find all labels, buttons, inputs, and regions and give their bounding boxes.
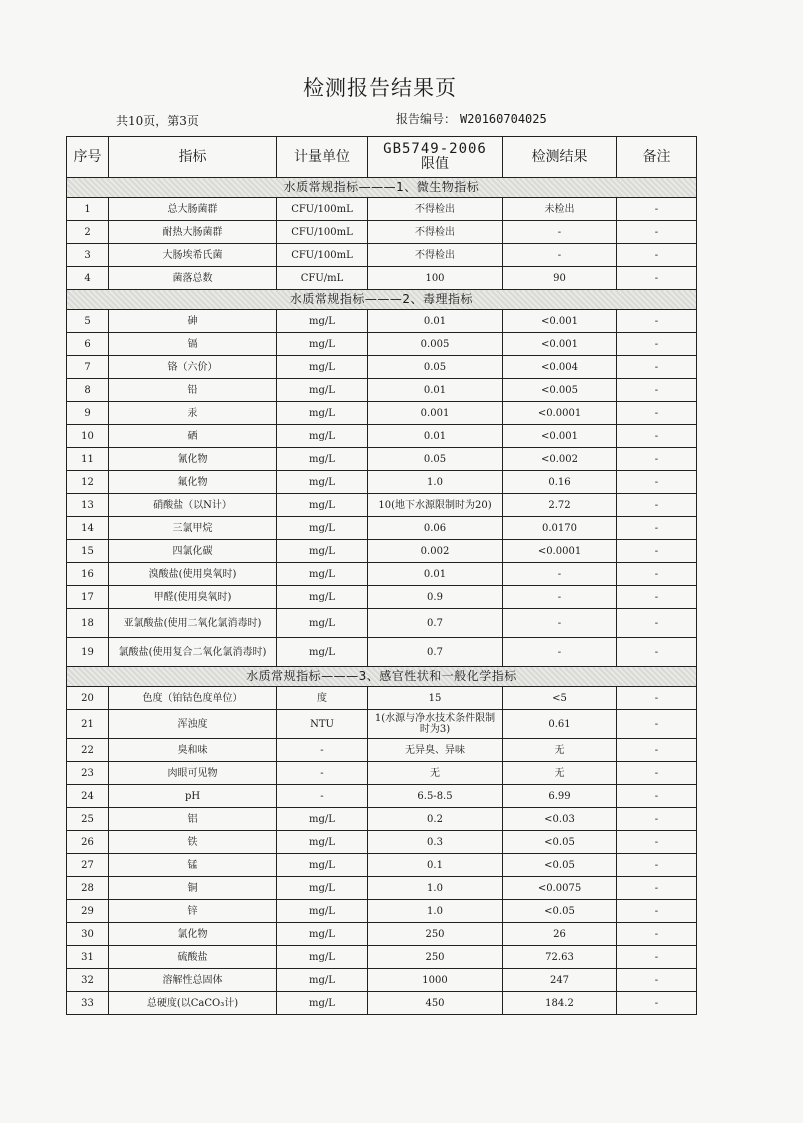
table-row <box>67 946 697 969</box>
cell-seq: 26 <box>67 831 109 854</box>
cell-seq: 7 <box>67 356 109 379</box>
cell-result: 0.61 <box>503 710 617 739</box>
cell-unit: mg/L <box>277 854 368 877</box>
table-row <box>67 448 697 471</box>
cell-remark: - <box>617 333 697 356</box>
cell-seq: 5 <box>67 310 109 333</box>
cell-indicator: 总大肠菌群 <box>109 198 277 221</box>
cell-seq: 14 <box>67 517 109 540</box>
cell-seq: 29 <box>67 900 109 923</box>
cell-unit: mg/L <box>277 969 368 992</box>
cell-limit: 0.01 <box>368 310 503 333</box>
cell-result: <0.001 <box>503 310 617 333</box>
cell-unit: mg/L <box>277 900 368 923</box>
cell-unit: mg/L <box>277 540 368 563</box>
cell-indicator: 氰化物 <box>109 448 277 471</box>
cell-indicator: 铜 <box>109 877 277 900</box>
cell-seq: 19 <box>67 638 109 667</box>
cell-limit: 无 <box>368 762 503 785</box>
cell-seq: 6 <box>67 333 109 356</box>
cell-limit: 不得检出 <box>368 244 503 267</box>
cell-unit: CFU/100mL <box>277 221 368 244</box>
header-limit <box>368 137 503 178</box>
cell-result: 26 <box>503 923 617 946</box>
cell-result: <0.05 <box>503 854 617 877</box>
cell-remark: - <box>617 471 697 494</box>
cell-seq: 30 <box>67 923 109 946</box>
cell-remark: - <box>617 877 697 900</box>
cell-remark: - <box>617 854 697 877</box>
cell-indicator: 铝 <box>109 808 277 831</box>
page-count: 共10页，第3页 <box>116 114 199 128</box>
cell-limit: 0.01 <box>368 379 503 402</box>
cell-remark: - <box>617 540 697 563</box>
cell-result: <0.0001 <box>503 402 617 425</box>
cell-indicator: 硫酸盐 <box>109 946 277 969</box>
cell-remark: - <box>617 710 697 739</box>
cell-result: <0.004 <box>503 356 617 379</box>
cell-seq: 11 <box>67 448 109 471</box>
cell-unit: mg/L <box>277 609 368 638</box>
cell-unit: CFU/100mL <box>277 244 368 267</box>
table-row <box>67 877 697 900</box>
cell-unit: mg/L <box>277 808 368 831</box>
cell-seq: 25 <box>67 808 109 831</box>
header-limit-standard: GB5749-2006 <box>383 141 487 157</box>
cell-unit: 度 <box>277 687 368 710</box>
cell-limit: 不得检出 <box>368 198 503 221</box>
cell-seq: 31 <box>67 946 109 969</box>
cell-limit: 1(水源与净水技术条件限制时为3) <box>368 710 503 739</box>
table-row <box>67 563 697 586</box>
results-table <box>66 136 697 1015</box>
cell-result: <0.005 <box>503 379 617 402</box>
cell-seq: 10 <box>67 425 109 448</box>
cell-remark: - <box>617 992 697 1015</box>
cell-limit: 10(地下水源限制时为20) <box>368 494 503 517</box>
table-row <box>67 221 697 244</box>
cell-seq: 2 <box>67 221 109 244</box>
cell-result: - <box>503 586 617 609</box>
cell-indicator: 亚氯酸盐(使用二氧化氯消毒时) <box>109 609 277 638</box>
cell-result: 0.16 <box>503 471 617 494</box>
cell-result: 0.0170 <box>503 517 617 540</box>
table-row <box>67 710 697 739</box>
cell-seq: 21 <box>67 710 109 739</box>
cell-unit: - <box>277 762 368 785</box>
cell-indicator: 溶解性总固体 <box>109 969 277 992</box>
cell-indicator: 砷 <box>109 310 277 333</box>
cell-seq: 12 <box>67 471 109 494</box>
cell-indicator: 菌落总数 <box>109 267 277 290</box>
cell-indicator: 甲醛(使用臭氧时) <box>109 586 277 609</box>
cell-unit: mg/L <box>277 923 368 946</box>
cell-remark: - <box>617 448 697 471</box>
cell-unit: mg/L <box>277 448 368 471</box>
cell-limit: 无异臭、异味 <box>368 739 503 762</box>
cell-seq: 15 <box>67 540 109 563</box>
cell-seq: 13 <box>67 494 109 517</box>
table-row <box>67 267 697 290</box>
section-header-row <box>67 290 697 310</box>
cell-limit: 0.05 <box>368 356 503 379</box>
cell-indicator: 肉眼可见物 <box>109 762 277 785</box>
header-limit-label: 限值 <box>421 156 449 172</box>
cell-limit: 0.3 <box>368 831 503 854</box>
cell-result: <5 <box>503 687 617 710</box>
cell-result: - <box>503 638 617 667</box>
cell-unit: mg/L <box>277 563 368 586</box>
table-row <box>67 923 697 946</box>
cell-seq: 3 <box>67 244 109 267</box>
cell-result: - <box>503 221 617 244</box>
cell-seq: 4 <box>67 267 109 290</box>
cell-limit: 0.9 <box>368 586 503 609</box>
cell-limit: 250 <box>368 946 503 969</box>
cell-limit: 0.7 <box>368 609 503 638</box>
cell-remark: - <box>617 310 697 333</box>
cell-seq: 33 <box>67 992 109 1015</box>
cell-limit: 250 <box>368 923 503 946</box>
cell-remark: - <box>617 900 697 923</box>
cell-remark: - <box>617 425 697 448</box>
cell-indicator: 浑浊度 <box>109 710 277 739</box>
cell-remark: - <box>617 379 697 402</box>
cell-unit: mg/L <box>277 946 368 969</box>
table-row <box>67 517 697 540</box>
table-header-row <box>67 137 697 178</box>
table-row <box>67 356 697 379</box>
table-row <box>67 687 697 710</box>
cell-limit: 1.0 <box>368 900 503 923</box>
header-result: 检测结果 <box>503 137 617 178</box>
cell-unit: mg/L <box>277 310 368 333</box>
cell-limit: 0.005 <box>368 333 503 356</box>
cell-seq: 9 <box>67 402 109 425</box>
cell-result: <0.0075 <box>503 877 617 900</box>
cell-limit: 15 <box>368 687 503 710</box>
cell-indicator: 铅 <box>109 379 277 402</box>
cell-unit: - <box>277 739 368 762</box>
cell-remark: - <box>617 808 697 831</box>
table-row <box>67 609 697 638</box>
cell-result: <0.002 <box>503 448 617 471</box>
cell-result: <0.001 <box>503 333 617 356</box>
cell-seq: 23 <box>67 762 109 785</box>
table-row <box>67 762 697 785</box>
cell-unit: CFU/mL <box>277 267 368 290</box>
cell-remark: - <box>617 198 697 221</box>
cell-result: - <box>503 563 617 586</box>
cell-indicator: 氯化物 <box>109 923 277 946</box>
cell-limit: 0.01 <box>368 563 503 586</box>
cell-limit: 1.0 <box>368 877 503 900</box>
table-row <box>67 831 697 854</box>
cell-unit: mg/L <box>277 992 368 1015</box>
section-title: 水质常规指标———2、毒理指标 <box>67 290 697 310</box>
cell-limit: 6.5-8.5 <box>368 785 503 808</box>
cell-result: 2.72 <box>503 494 617 517</box>
cell-unit: - <box>277 785 368 808</box>
table-row <box>67 638 697 667</box>
cell-seq: 24 <box>67 785 109 808</box>
table-row <box>67 310 697 333</box>
table-row <box>67 471 697 494</box>
table-row <box>67 808 697 831</box>
table-row <box>67 969 697 992</box>
cell-result: 无 <box>503 739 617 762</box>
cell-remark: - <box>617 739 697 762</box>
cell-unit: mg/L <box>277 494 368 517</box>
cell-seq: 32 <box>67 969 109 992</box>
cell-limit: 1.0 <box>368 471 503 494</box>
cell-remark: - <box>617 221 697 244</box>
cell-limit: 0.002 <box>368 540 503 563</box>
page-title: 检测报告结果页 <box>303 76 457 100</box>
cell-indicator: 三氯甲烷 <box>109 517 277 540</box>
cell-remark: - <box>617 494 697 517</box>
section-title: 水质常规指标———1、微生物指标 <box>67 178 697 198</box>
cell-indicator: 铁 <box>109 831 277 854</box>
cell-remark: - <box>617 785 697 808</box>
cell-limit: 450 <box>368 992 503 1015</box>
cell-remark: - <box>617 244 697 267</box>
table-row <box>67 333 697 356</box>
cell-limit: 0.001 <box>368 402 503 425</box>
cell-result: 184.2 <box>503 992 617 1015</box>
cell-limit: 0.01 <box>368 425 503 448</box>
cell-remark: - <box>617 402 697 425</box>
cell-unit: mg/L <box>277 517 368 540</box>
cell-seq: 20 <box>67 687 109 710</box>
cell-unit: NTU <box>277 710 368 739</box>
cell-remark: - <box>617 969 697 992</box>
cell-remark: - <box>617 923 697 946</box>
table-row <box>67 540 697 563</box>
cell-remark: - <box>617 563 697 586</box>
table-row <box>67 586 697 609</box>
cell-unit: mg/L <box>277 877 368 900</box>
table-row <box>67 739 697 762</box>
cell-limit: 0.06 <box>368 517 503 540</box>
cell-unit: CFU/100mL <box>277 198 368 221</box>
cell-unit: mg/L <box>277 425 368 448</box>
cell-seq: 18 <box>67 609 109 638</box>
cell-indicator: 汞 <box>109 402 277 425</box>
table-row <box>67 402 697 425</box>
cell-limit: 100 <box>368 267 503 290</box>
cell-result: <0.0001 <box>503 540 617 563</box>
cell-indicator: 锰 <box>109 854 277 877</box>
cell-result: 90 <box>503 267 617 290</box>
cell-remark: - <box>617 687 697 710</box>
table-row <box>67 494 697 517</box>
section-title: 水质常规指标———3、感官性状和一般化学指标 <box>67 667 697 687</box>
cell-seq: 27 <box>67 854 109 877</box>
table-body <box>67 178 697 1015</box>
table-row <box>67 785 697 808</box>
cell-result: <0.001 <box>503 425 617 448</box>
cell-seq: 28 <box>67 877 109 900</box>
report-number-value: W20160704025 <box>460 112 547 126</box>
cell-remark: - <box>617 609 697 638</box>
cell-result: <0.05 <box>503 831 617 854</box>
cell-limit: 0.05 <box>368 448 503 471</box>
cell-remark: - <box>617 267 697 290</box>
cell-result: - <box>503 244 617 267</box>
header-unit: 计量单位 <box>277 137 368 178</box>
report-number <box>396 110 547 127</box>
table-row <box>67 198 697 221</box>
cell-limit: 不得检出 <box>368 221 503 244</box>
cell-unit: mg/L <box>277 471 368 494</box>
cell-seq: 17 <box>67 586 109 609</box>
cell-indicator: 溴酸盐(使用臭氧时) <box>109 563 277 586</box>
cell-unit: mg/L <box>277 586 368 609</box>
table-row <box>67 244 697 267</box>
report-number-label: 报告编号： <box>396 112 457 126</box>
cell-seq: 8 <box>67 379 109 402</box>
cell-remark: - <box>617 517 697 540</box>
table-row <box>67 854 697 877</box>
cell-seq: 16 <box>67 563 109 586</box>
cell-indicator: 锌 <box>109 900 277 923</box>
cell-seq: 1 <box>67 198 109 221</box>
section-header-row <box>67 667 697 687</box>
cell-indicator: 氟化物 <box>109 471 277 494</box>
cell-limit: 0.1 <box>368 854 503 877</box>
cell-indicator: 镉 <box>109 333 277 356</box>
cell-indicator: 臭和味 <box>109 739 277 762</box>
section-header-row <box>67 178 697 198</box>
cell-unit: mg/L <box>277 402 368 425</box>
table-row <box>67 900 697 923</box>
cell-limit: 0.7 <box>368 638 503 667</box>
cell-result: - <box>503 609 617 638</box>
table-row <box>67 425 697 448</box>
cell-result: 72.63 <box>503 946 617 969</box>
cell-indicator: 大肠埃希氏菌 <box>109 244 277 267</box>
cell-unit: mg/L <box>277 333 368 356</box>
cell-indicator: 硒 <box>109 425 277 448</box>
cell-indicator: 氯酸盐(使用复合二氧化氯消毒时) <box>109 638 277 667</box>
cell-limit: 0.2 <box>368 808 503 831</box>
cell-result: 无 <box>503 762 617 785</box>
cell-seq: 22 <box>67 739 109 762</box>
cell-remark: - <box>617 586 697 609</box>
cell-indicator: 耐热大肠菌群 <box>109 221 277 244</box>
cell-result: 未检出 <box>503 198 617 221</box>
cell-unit: mg/L <box>277 379 368 402</box>
cell-result: <0.03 <box>503 808 617 831</box>
cell-indicator: pH <box>109 785 277 808</box>
table-row <box>67 992 697 1015</box>
cell-result: <0.05 <box>503 900 617 923</box>
cell-remark: - <box>617 762 697 785</box>
table-row <box>67 379 697 402</box>
cell-indicator: 铬（六价） <box>109 356 277 379</box>
cell-unit: mg/L <box>277 638 368 667</box>
cell-unit: mg/L <box>277 356 368 379</box>
cell-remark: - <box>617 356 697 379</box>
cell-remark: - <box>617 831 697 854</box>
cell-result: 247 <box>503 969 617 992</box>
cell-result: 6.99 <box>503 785 617 808</box>
cell-remark: - <box>617 946 697 969</box>
cell-indicator: 硝酸盐（以N计） <box>109 494 277 517</box>
header-indicator: 指标 <box>109 137 277 178</box>
cell-unit: mg/L <box>277 831 368 854</box>
cell-indicator: 色度（铂钴色度单位） <box>109 687 277 710</box>
cell-limit: 1000 <box>368 969 503 992</box>
cell-remark: - <box>617 638 697 667</box>
cell-indicator: 总硬度(以CaCO₃计) <box>109 992 277 1015</box>
header-remark: 备注 <box>617 137 697 178</box>
header-seq: 序号 <box>67 137 109 178</box>
cell-indicator: 四氯化碳 <box>109 540 277 563</box>
